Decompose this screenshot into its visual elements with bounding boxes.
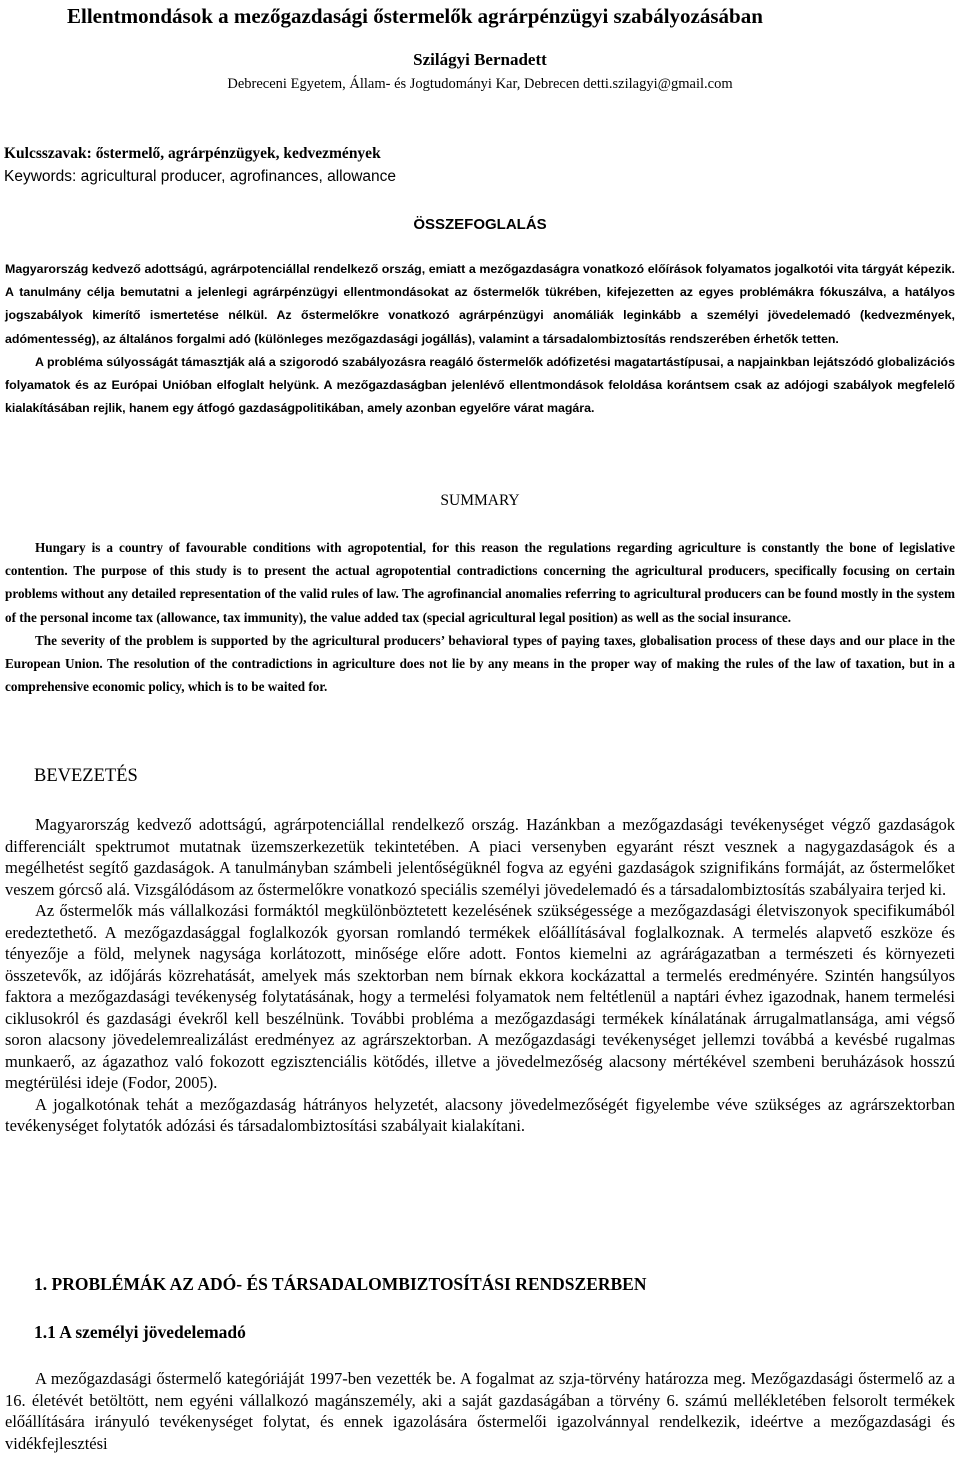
abstract-body [5,258,955,420]
summary-paragraph: Hungary is a country of favourable conditions with agropotential, for this reason the regulations regarding agriculture is constantly the bone of legislative contention. The purpose of this study is to present the actual agropotential contradictions concerning the agricultural producers, specifically focusing on certain problems without any detailed representation of the valid rules of law. The agrofinancial anomalies referring to agricultural producers can be found mostly in the system of the personal income tax (allowance, tax immunity), the value added tax (special agricultural legal position) as well as the social insurance. [5,540,955,625]
section-1-1-body [5,1368,955,1454]
keywords-hungarian: Kulcsszavak: őstermelő, agrárpénzügyek, kedvezmények [4,145,381,162]
abstract-heading: ÖSSZEFOGLALÁS [413,216,547,233]
summary-body [5,536,955,698]
author-affiliation: Debreceni Egyetem, Állam- és Jogtudományi Kar, Debrecen detti.szilagyi@gmail.com [227,76,733,92]
paper-title: Ellentmondások a mezőgazdasági őstermelők agrárpénzügyi szabályozásában [67,4,763,28]
intro-body [5,814,955,1137]
abstract-paragraph: A probléma súlyosságát támasztják alá a szigorodó szabályozásra reagáló őstermelők adófizetési magatartástípusai, a napjainkban lejátszódó globalizációs folyamatok és az Európai Unióban elfoglalt helyünk. A mezőgazdaságban jelenlévő ellentmondások feloldása korántsem csak az adójogi szabályok megfelelő kialakításában rejlik, hanem egy átfogó gazdaságpolitikában, amely azonban egyelőre várat magára. [5,354,955,416]
summary-heading: SUMMARY [440,492,520,509]
section-1-1-heading: 1.1 A személyi jövedelemadó [34,1322,246,1342]
summary-paragraph: The severity of the problem is supported by the agricultural producers’ behavioral types of paying taxes, globalisation process of these days and our place in the European Union. The resolution of the contradictions in agriculture does not lie by any means in the proper way of making the rules of the law of taxation, but in a comprehensive economic policy, which is to be waited for. [5,632,955,695]
section-1-heading: 1. PROBLÉMÁK AZ ADÓ- ÉS TÁRSADALOMBIZTOSÍTÁSI RENDSZERBEN [34,1274,647,1294]
intro-paragraph: Magyarország kedvező adottságú, agrárpotenciállal rendelkező ország. Hazánkban a mezőgazdasági tevékenységet végző gazdaságok differenciált spektrumot mutatnak üzemszerkezetük tekintetében. A piaci versenyben egyaránt részt vesznek a nagygazdaságok és a megélhetést segítő gazdaságok. A tanulmányban számbeli jelentőségüknél fogva az egyéni gazdaságok szignifikáns formáját, az őstermelőket veszem górcső alá. Vizsgálódásom az őstermelőkre vonatkozó speciális személyi jövedelemadó és a társadalombiztosítás szabályaira terjed ki. [5,815,955,899]
author-name: Szilágyi Bernadett [413,50,547,69]
section-1-1-paragraph: A mezőgazdasági őstermelő kategóriáját 1997-ben vezették be. A fogalmat az szja-törvény határozza meg. Mezőgazdasági őstermelő az a 16. életévét betöltött, nem egyéni vállalkozó magánszemély, aki a saját gazdaságában a törvény 6. számú mellékletében felsorolt termékek előállítására irányuló tevékenységet folytat, és ennek igazolására őstermelői igazolvánnyal rendelkezik, ideértve a mezőgazdasági és vidékfejlesztési [5,1369,955,1453]
intro-paragraph: Az őstermelők más vállalkozási formáktól megkülönböztetett kezelésének szükségessége a mezőgazdasági életviszonyok specifikumából eredeztethető. A mezőgazdasággal foglalkozók gyorsan romlandó termékek előállításával foglalkoznak. A termelés alapvető eszköze és tényezője a föld, melynek nagysága korlátozott, minősége előre adott. Fontos kiemelni az agrárágazatban a természeti és környezeti összetevők, az időjárás közrehatását, amelyek más szektorban nem bírnak ekkora kockázattal a termelés eredményére. Szintén hangsúlyos faktora a mezőgazdasági tevékenység folytatásának, hogy a termelési folyamatok nem feltétlenül a naptári évhez igazodnak, hanem termelési ciklusokról és gazdasági évekről kell beszélnünk. További probléma a mezőgazdasági termékek kínálatának árrugalmatlansága, ami végső soron alacsony jövedelemrealizálást eredményez az agrárszektorban. A mezőgazdasági tevékenységet jellemzi továbbá a kevésbé rugalmas munkaerő, az ágazathoz való fokozott egzisztenciális kötődés, illetve a jövedelmezőség alacsony mértékével szembeni beruházások hosszú megtérülési ideje (Fodor, 2005). [5,901,955,1092]
abstract-paragraph: Magyarország kedvező adottságú, agrárpotenciállal rendelkező ország, emiatt a mezőgazdaságra vonatkozó előírások folyamatos jogalkotói vita tárgyát képezik. A tanulmány célja bemutatni a jelenlegi agrárpénzügyi ellentmondásokat az őstermelők tükrében, kifejezetten az egyes problémákra fókuszálva, a hatályos jogszabályok kimerítő ismertetése nélkül. Az őstermelőkre vonatkozó agrárpénzügyi anomáliák leginkább a személyi jövedelemadó (kedvezmények, adómentesség), az általános forgalmi adó (különleges mezőgazdasági jogállás), valamint a társadalombiztosítás rendszerében érhetők tetten. [5,262,955,346]
intro-paragraph: A jogalkotónak tehát a mezőgazdaság hátrányos helyzetét, alacsony jövedelmezőségét figyelembe véve szükséges az agrárszektorban tevékenységet folytatók adózási és társadalombiztosítási szabályait kialakítani. [5,1094,955,1135]
keywords-english: Keywords: agricultural producer, agrofinances, allowance [4,168,397,185]
intro-heading: BEVEZETÉS [34,766,138,786]
